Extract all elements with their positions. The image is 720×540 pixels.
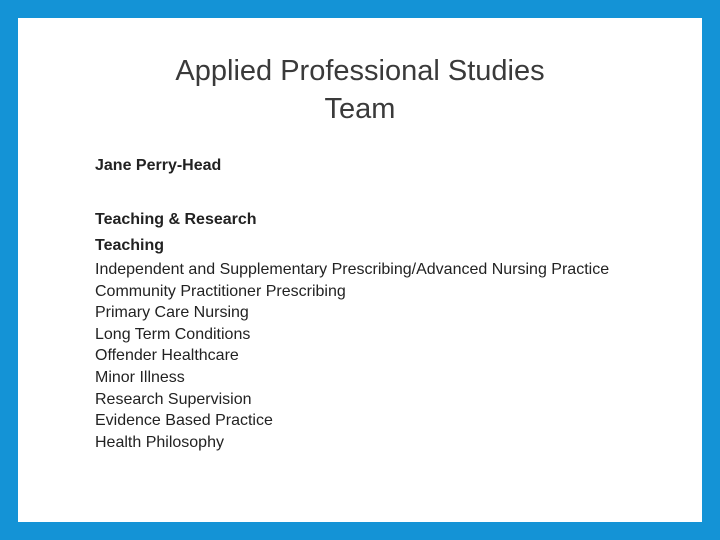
role-block <box>95 207 655 259</box>
slide <box>18 18 702 522</box>
subject-item: Research Supervision <box>95 390 252 408</box>
subject-item: Minor Illness <box>95 368 185 386</box>
slide-content <box>95 155 655 453</box>
subject-item: Health Philosophy <box>95 433 224 451</box>
slide-title-line-1: Applied Professional Studies <box>175 55 545 87</box>
subject-list <box>95 259 655 453</box>
slide-title <box>18 52 702 128</box>
subject-item: Offender Healthcare <box>95 347 239 365</box>
subject-item: Evidence Based Practice <box>95 412 273 430</box>
subject-item: Primary Care Nursing <box>95 304 249 322</box>
role-teaching: Teaching <box>95 237 165 254</box>
subject-item: Independent and Supplementary Prescribing/Advanced Nursing Practice <box>95 261 610 278</box>
subject-item: Long Term Conditions <box>95 325 251 343</box>
person-name: Jane Perry-Head <box>95 157 222 174</box>
role-teaching-research: Teaching & Research <box>95 211 257 228</box>
subject-item: Community Practitioner Prescribing <box>95 282 346 300</box>
slide-title-line-2: Team <box>324 93 396 125</box>
